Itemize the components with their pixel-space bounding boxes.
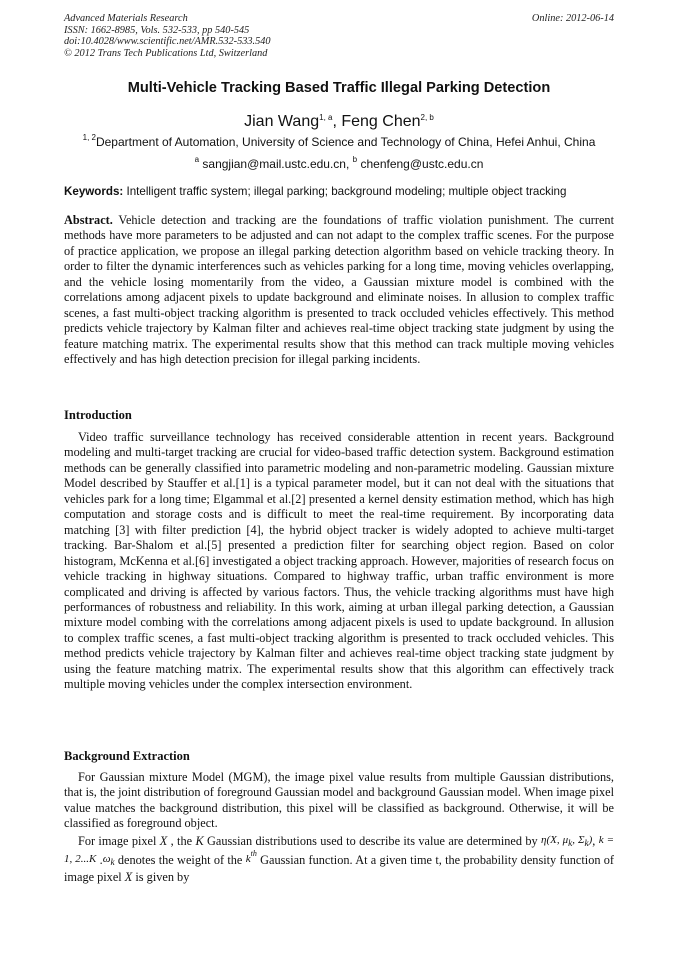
math-run: )	[588, 834, 593, 846]
math-run: η(X, μ	[541, 834, 569, 846]
math-subscript: k	[568, 838, 573, 849]
text-run: is given by	[135, 870, 190, 885]
abstract	[64, 213, 614, 368]
math-symbol: X	[159, 834, 168, 848]
math-superscript: th	[250, 848, 257, 858]
math-expression	[541, 834, 593, 849]
affiliation-text: Department of Automation, University of Science and Technology of China, Hefei Anhui, China	[95, 135, 596, 149]
email-superscript: a	[194, 155, 200, 164]
journal-doi: doi:10.4028/www.scientific.net/AMR.532-533.540	[64, 36, 271, 48]
text-run: Gaussian function. At a given time t, the probability density function of image pixel	[64, 852, 615, 885]
author-separator: ,	[332, 113, 342, 130]
section-heading: Introduction	[64, 408, 132, 422]
affiliation-superscript: 1, 2	[82, 133, 96, 142]
keywords-text: Intelligent traffic system; illegal parking; background modeling; multiple object tracking	[126, 185, 567, 198]
author-name: Jian Wang	[244, 113, 320, 130]
online-date: Online: 2012-06-14	[531, 13, 614, 24]
math-run: k	[245, 852, 251, 865]
text-run: Gaussian distributions used to describe its value are determined by	[207, 834, 538, 848]
journal-issn: ISSN: 1662-8985, Vols. 532-533, pp 540-545	[64, 24, 250, 36]
text-run: , the	[170, 834, 193, 848]
keywords-label: Keywords:	[64, 185, 124, 198]
math-symbol: K	[195, 834, 204, 848]
affiliation	[40, 135, 638, 149]
text-run: .	[99, 852, 103, 867]
math-run: , Σ	[572, 834, 585, 846]
section-heading: Background Extraction	[64, 749, 190, 763]
keywords	[64, 185, 616, 198]
background-paragraph: For Gaussian mixture Model (MGM), the image pixel value results from multiple Gaussian distributions, that is, the joint distribution of foreground Gaussian model and background Gaussian model. When image pixel value matches the background distribution, this pixel will be classified as background. Otherwise, it will be classified as foreground object.	[64, 770, 614, 831]
math-expression: k = 1, 2...K	[64, 834, 615, 865]
author-emails	[40, 157, 638, 171]
author-superscript: 2, b	[420, 113, 434, 122]
text-run: ,	[592, 834, 596, 848]
background-paragraph-equations	[64, 833, 614, 886]
email-link[interactable]: chenfeng@ustc.edu.cn	[360, 157, 484, 171]
introduction-paragraph: Video traffic surveillance technology has received considerable attention in recent years. Background modeling and multi-target tracking are crucial for video-based traffic detection system. Background estimation methods can be generally classified into parametric modeling and non-parametric modeling. Gaussian mixture Model described by Stauffer et al.[1] is a typical parameter model, but it can not deal with the situations that vehicles park for a long time; Elgammal et al.[2] presented a kernel density estimation method, which has high computation and storage costs and is difficult to meet the real-time requirement. By incorporating data matching [3] with filter prediction [4], the hybrid object tracker is widely adopted to achieve multi-target tracking. Bar-Shalom et al.[5] presented a prediction filter for searching object region. Based on color histogram, McKenna et al.[6] investigated a object tracking approach. However, majorities of research focus on vehicle tracking in highway situations. Compared to highway traffic, urban traffic environment is more complicated and driving is affected by various factors. Thus, the vehicle tracking algorithms must have high performances of robustness and reliability. In this work, aiming at urban illegal parking detection, a Gaussian mixture model combing with the correlations among adjacent pixels is used to update background. In allusion to complex traffic scenes, a fast multi-object tracking algorithm is presented to track occluded vehicles. This method predicts vehicle trajectory by Kalman filter and achieves real-time object tracking state judgment by using the feature matching matrix. The experimental results show that this algorithm can effectively track multiple moving vehicles under the complex intersection environment.	[64, 430, 614, 692]
math-expression	[245, 848, 257, 865]
journal-copyright: © 2012 Trans Tech Publications Ltd, Switzerland	[64, 47, 268, 59]
paper-title: Multi-Vehicle Tracking Based Traffic Illegal Parking Detection	[127, 80, 551, 96]
math-subscript: k	[110, 856, 115, 867]
author-name: Feng Chen	[341, 113, 421, 130]
math-run: ω	[102, 852, 111, 865]
text-run: denotes the weight of the	[117, 852, 243, 867]
math-symbol: X	[124, 870, 133, 885]
abstract-label: Abstract.	[64, 213, 113, 227]
text-run: For image pixel	[78, 834, 157, 848]
journal-name: Advanced Materials Research	[64, 13, 188, 24]
author-line	[40, 113, 638, 131]
author-superscript: 1, a	[319, 113, 333, 122]
email-superscript: b	[352, 155, 358, 164]
journal-header	[64, 13, 271, 59]
email-link[interactable]: sangjian@mail.ustc.edu.cn,	[202, 157, 350, 171]
math-subscript: k	[584, 838, 589, 849]
abstract-text: Vehicle detection and tracking are the foundations of traffic violation punishment. The current methods have more parameters to be adjusted and can not adapt to the complex traffic scenes. For the purpose of practice application, we propose an illegal parking detection algorithm based on vehicle tracking theory. In order to filter the dynamic interferences such as vehicles parking for a long time, moving vehicles overlapping, and the vehicle losing momentarily from the video, a Gaussian mixture model is combined with the correlations among adjacent pixels to update background and eliminate noises. In allusion to complex traffic scenes, a fast multi-object tracking algorithm is presented to track occluded vehicles effectively. This method predicts vehicle trajectory by Kalman filter and achieves real-time object tracking state judgment by using the feature matching matrix. The experimental results show that this method can track multiple moving vehicles effectively and has high detection precision for illegal parking incidents.	[64, 213, 614, 367]
math-expression	[103, 853, 115, 865]
